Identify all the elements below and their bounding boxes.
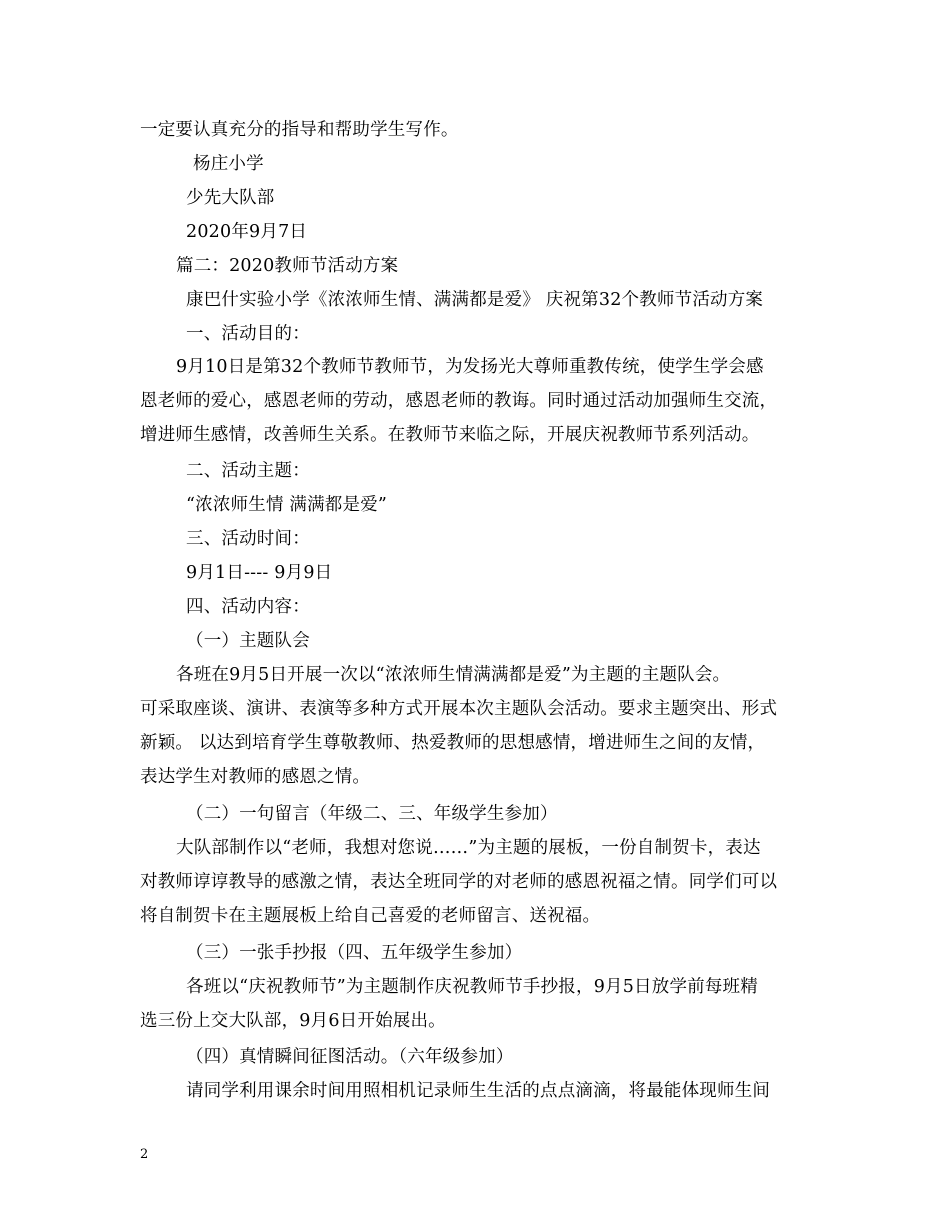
text-line: 请同学利用课余时间用照相机记录师生生活的点点滴滴，将最能体现师生间: [186, 1081, 771, 1101]
text-line: 各班在9月5日开展一次以“浓浓师生情满满都是爱”为主题的主题队会。: [176, 665, 731, 685]
signature-school: 杨庄小学: [193, 154, 264, 174]
text-line: 一定要认真充分的指导和帮助学生写作。: [140, 120, 459, 140]
text-line: 选三份上交大队部，9月6日开始展出。: [140, 1011, 446, 1031]
text-line: 恩老师的爱心，感恩老师的劳动，感恩老师的教诲。同时通过活动加强师生交流，: [140, 391, 778, 411]
text-line: 9月10日是第32个教师节教师节，为发扬光大尊师重教传统，使学生学会感: [176, 357, 764, 377]
subheading-2: （二）一句留言（年级二、三、年级学生参加）: [186, 804, 558, 824]
text-line: 大队部制作以“老师，我想对您说……”为主题的展板，一份自制贺卡，表达: [176, 838, 761, 858]
subheading-1: （一）主题队会: [186, 631, 310, 651]
text-line: 各班以“庆祝教师节”为主题制作庆祝教师节手抄报，9月5日放学前每班精: [186, 977, 758, 997]
document-title: 康巴什实验小学《浓浓师生情、满满都是爱》 庆祝第32个教师节活动方案: [186, 290, 764, 310]
subheading-4: （四）真情瞬间征图活动。（六年级参加）: [186, 1047, 514, 1067]
heading-time: 三、活动时间：: [186, 529, 310, 549]
heading-purpose: 一、活动目的：: [186, 324, 310, 344]
signature-date: 2020年9月7日: [186, 222, 308, 242]
page-number: 2: [140, 1147, 149, 1162]
subheading-3: （三）一张手抄报（四、五年级学生参加）: [186, 943, 523, 963]
text-line: 表达学生对教师的感恩之情。: [140, 767, 371, 787]
text-line: 对教师谆谆教导的感激之情，表达全班同学的对老师的感恩祝福之情。同学们可以: [140, 872, 778, 892]
text-line: 新颖。 以达到培育学生尊敬教师、热爱教师的思想感情，增进师生之间的友情，: [140, 733, 766, 753]
time-text: 9月1日---- 9月9日: [186, 563, 333, 583]
section-heading: 篇二：2020教师节活动方案: [176, 256, 399, 276]
heading-content: 四、活动内容：: [186, 597, 310, 617]
signature-department: 少先大队部: [186, 188, 275, 208]
heading-theme: 二、活动主题：: [186, 461, 310, 481]
text-line: 可采取座谈、演讲、表演等多种方式开展本次主题队会活动。要求主题突出、形式: [140, 699, 778, 719]
text-line: 增进师生感情，改善师生关系。在教师节来临之际，开展庆祝教师节系列活动。: [140, 425, 760, 445]
text-line: 将自制贺卡在主题展板上给自己喜爱的老师留言、送祝福。: [140, 906, 601, 926]
theme-text: “浓浓师生情 满满都是爱”: [186, 495, 388, 515]
